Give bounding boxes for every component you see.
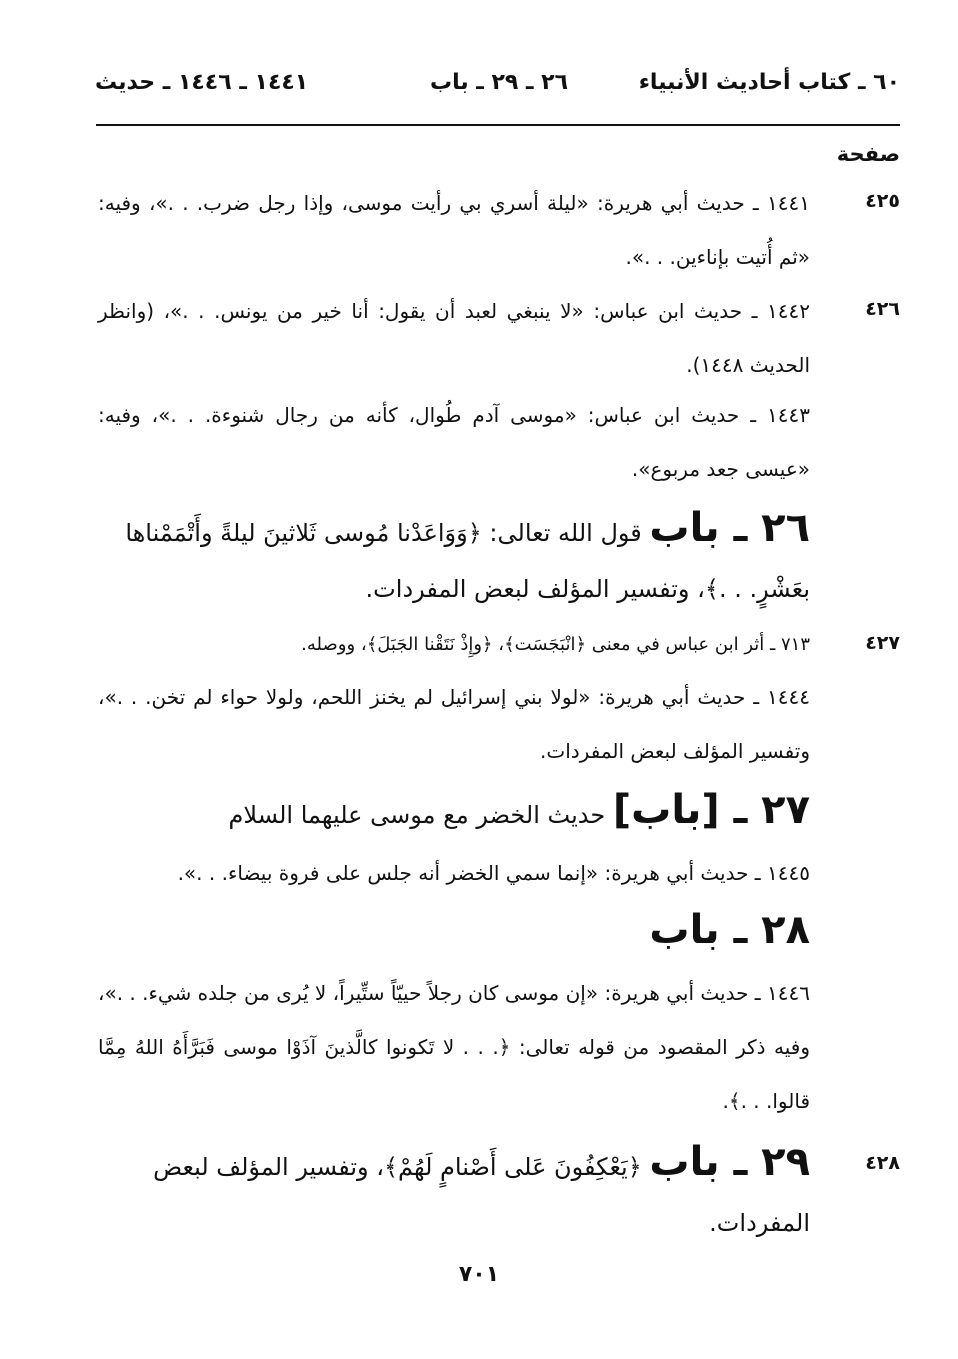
chapter-26-heading [98, 500, 810, 617]
page-ref-427: ٤٢٧ [865, 632, 900, 654]
chapter-26-title: قول الله تعالى: ﴿وَوَاعَدْنا مُوسى ثَلاثينَ ليلةً وأَتْمَمْناها بعَشْرٍ. . .﴾، وتفسير المؤلف لبعض المفردات. [125, 519, 810, 603]
entry-1441: ١٤٤١ ـ حديث أبي هريرة: «ليلة أسري بي رأيت موسى، وإذا رجل ضرب. . .»، وفيه: «ثم أُتيت بإناءين. . .». [98, 191, 810, 269]
page-ref-426: ٤٢٦ [865, 298, 900, 320]
chapter-29-number: ٢٩ ـ باب [649, 1139, 810, 1185]
chapter-27-title: حديث الخضر مع موسى عليهما السلام [228, 801, 606, 829]
page-column-label: صفحة [836, 142, 900, 166]
chapter-29-heading [98, 1134, 810, 1251]
chapter-28-heading [98, 902, 810, 963]
header-hadith-range: ١٤٤١ ـ ١٤٤٦ ـ حديث [95, 70, 309, 95]
chapter-29-title: ﴿يَعْكِفُونَ عَلى أَصْنامٍ لَهُمْ﴾، وتفسير المؤلف لبعض المفردات. [153, 1153, 810, 1237]
header-book-title: ٦٠ ـ كتاب أحاديث الأنبياء [638, 70, 900, 95]
entry-1445: ١٤٤٥ ـ حديث أبي هريرة: «إنما سمي الخضر أنه جلس على فروة بيضاء. . .». [177, 861, 810, 885]
entry-1442: ١٤٤٢ ـ حديث ابن عباس: «لا ينبغي لعبد أن يقول: أنا خير من يونس. . .»، (وانظر الحديث ١٤٤٨). [98, 299, 810, 377]
header-chapter-range: ٢٦ ـ ٢٩ ـ باب [430, 70, 569, 95]
chapter-26-number: ٢٦ ـ باب [649, 505, 810, 551]
entry-1444: ١٤٤٤ ـ حديث أبي هريرة: «لولا بني إسرائيل لم يخنز اللحم، ولولا حواء لم تخن. . .»، وتفسير المؤلف لبعض المفردات. [98, 685, 810, 763]
entry-713: ٧١٣ ـ أثر ابن عباس في معنى ﴿انْبَجَسَت﴾، ﴿وإِذْ نَتَقْنا الجَبَلَ﴾، ووصله. [301, 634, 810, 655]
page-ref-428: ٤٢٨ [865, 1152, 900, 1174]
header-rule [96, 124, 900, 126]
chapter-27-heading [98, 782, 810, 843]
page-ref-425: ٤٢٥ [865, 190, 900, 212]
entry-1446: ١٤٤٦ ـ حديث أبي هريرة: «إن موسى كان رجلاً حييّاً ستِّيراً، لا يُرى من جلده شيء. . .»، وفيه ذكر المقصود من قوله تعالى: ﴿. . . لا تَكونوا كالَّذينَ آذَوْا موسى فَبَرَّأَهُ اللهُ مِمَّا قالوا. . .﴾. [98, 981, 810, 1113]
page-number: ٧٠١ [458, 1262, 500, 1287]
chapter-28-number: ٢٨ ـ باب [649, 907, 810, 953]
entry-1443: ١٤٤٣ ـ حديث ابن عباس: «موسى آدم طُوال، كأنه من رجال شنوءة. . .»، وفيه: «عيسى جعد مربوع». [98, 403, 810, 481]
chapter-27-number: ٢٧ ـ [باب] [612, 787, 810, 833]
